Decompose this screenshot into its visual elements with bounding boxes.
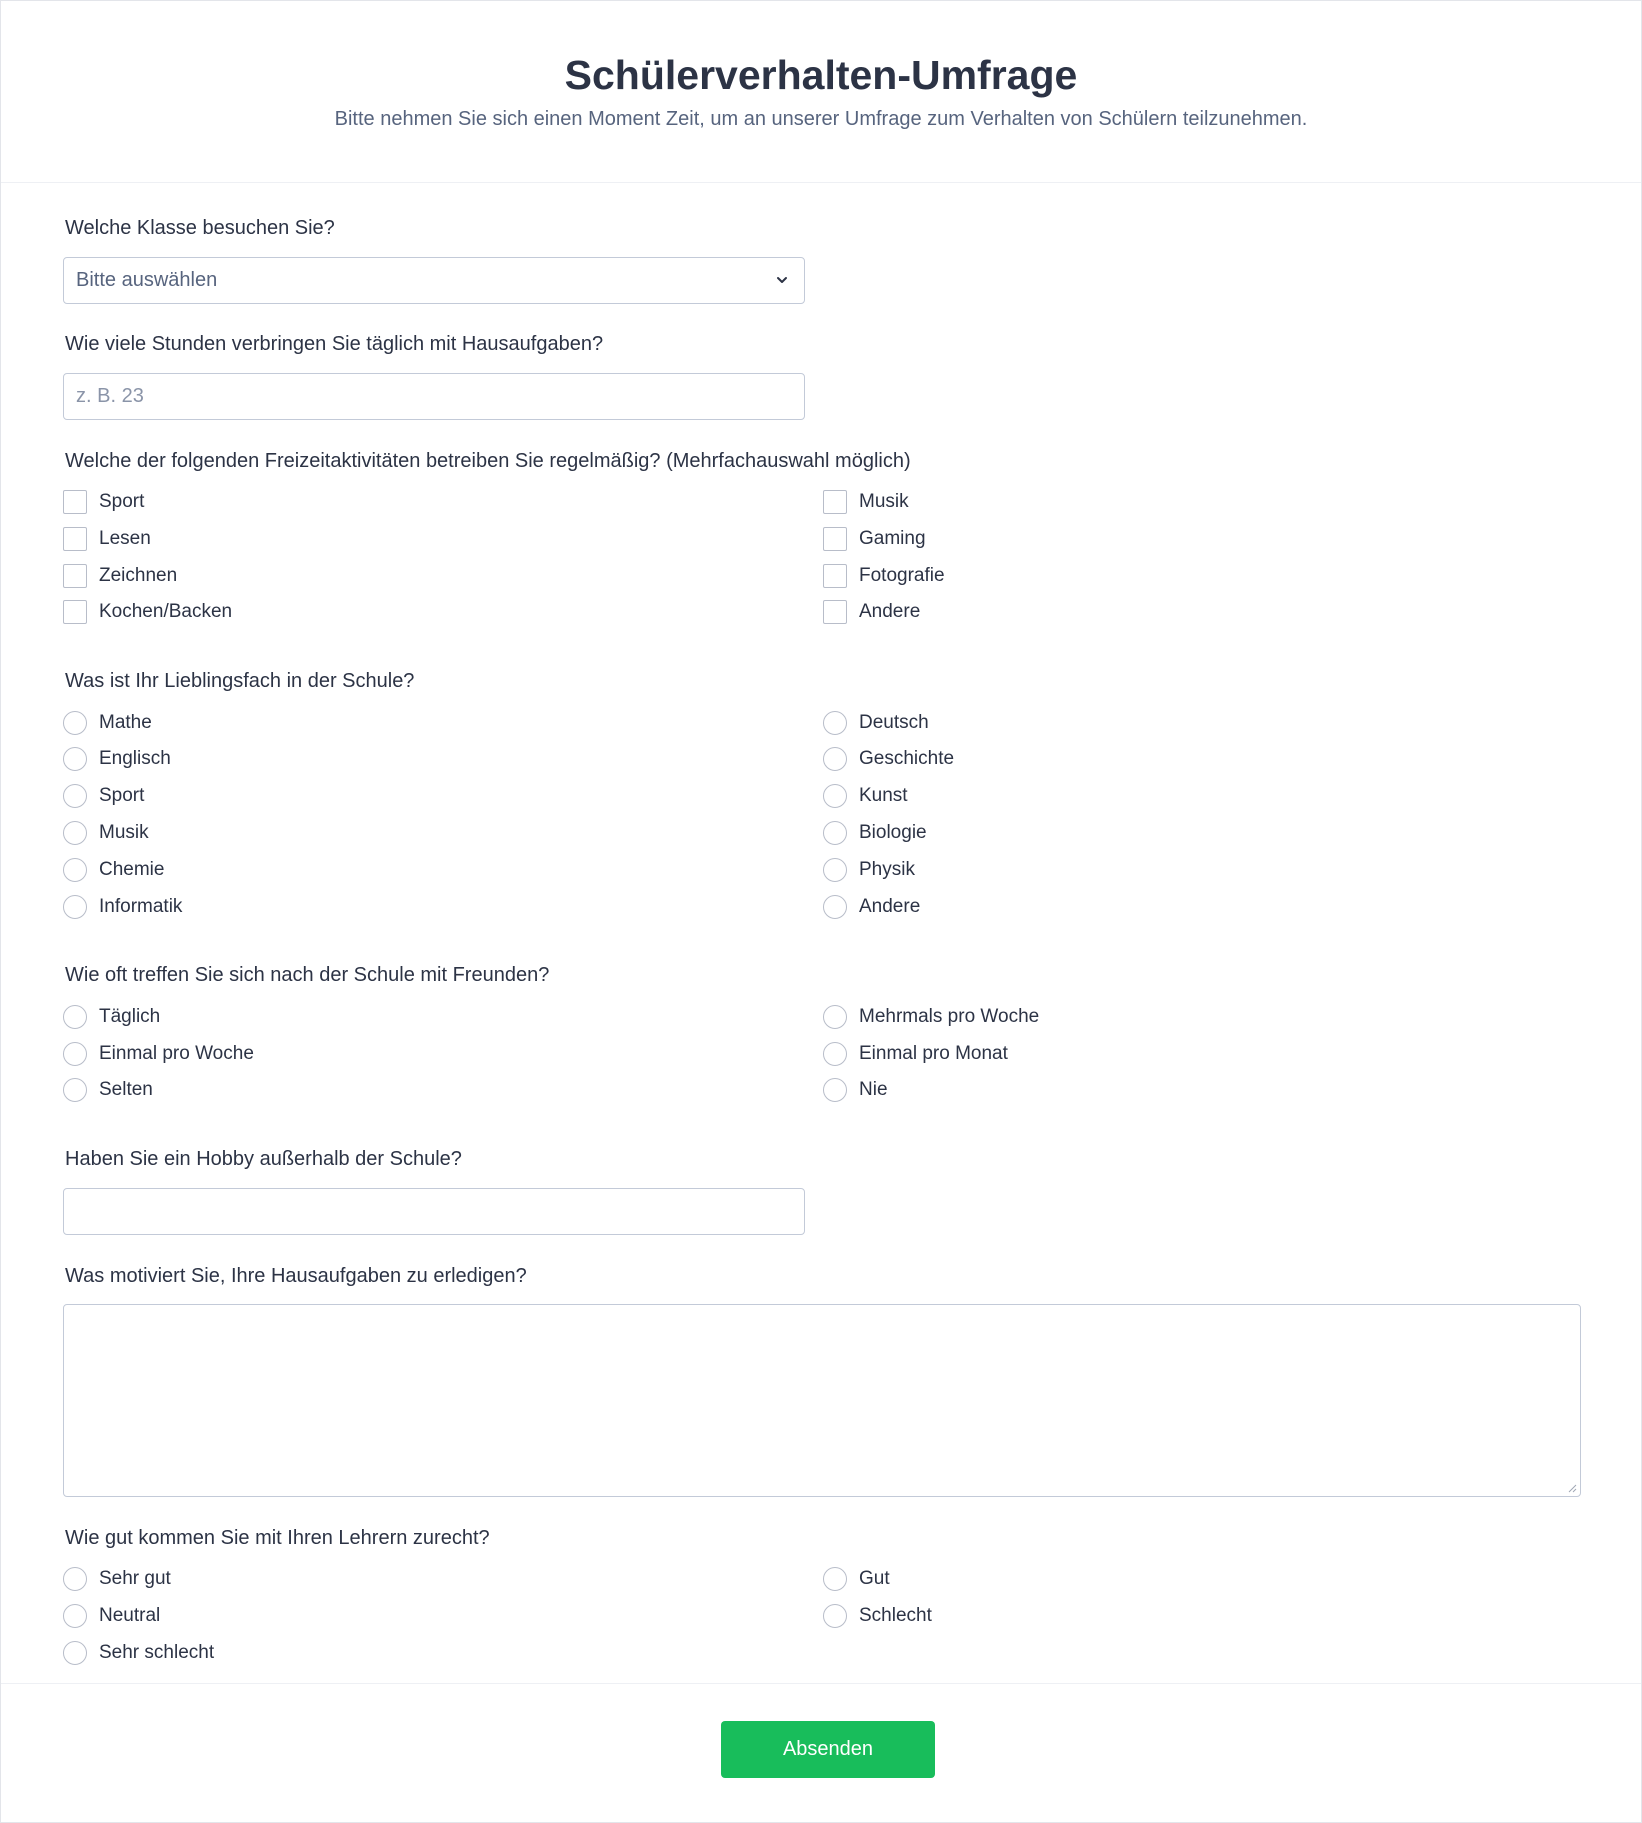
subject-option-label: Deutsch	[859, 712, 929, 733]
question-subject-label: Was ist Ihr Lieblingsfach in der Schule?	[65, 670, 415, 692]
subject-radio[interactable]	[63, 895, 87, 919]
friends-option[interactable]	[63, 1077, 153, 1103]
subject-option[interactable]	[823, 894, 920, 920]
activity-option[interactable]	[823, 489, 909, 515]
teachers-option-label: Gut	[859, 1568, 890, 1589]
question-grade-label: Welche Klasse besuchen Sie?	[65, 217, 335, 239]
activity-option-label: Gaming	[859, 528, 926, 549]
subject-radio[interactable]	[63, 821, 87, 845]
subject-option[interactable]	[823, 783, 908, 809]
teachers-option[interactable]	[63, 1603, 160, 1629]
teachers-option-label: Sehr schlecht	[99, 1642, 215, 1663]
activity-option-label: Zeichnen	[99, 565, 178, 586]
subject-option-label: Kunst	[859, 785, 908, 806]
activity-checkbox[interactable]	[63, 490, 87, 514]
subject-radio[interactable]	[63, 784, 87, 808]
friends-radio[interactable]	[63, 1078, 87, 1102]
motivation-textarea[interactable]	[63, 1304, 1581, 1497]
teachers-option[interactable]	[823, 1603, 932, 1629]
subject-radio[interactable]	[823, 747, 847, 771]
subject-option[interactable]	[823, 857, 915, 883]
subject-option-label: Biologie	[859, 822, 927, 843]
friends-option[interactable]	[823, 1041, 1008, 1067]
question-hobby-label: Haben Sie ein Hobby außerhalb der Schule?	[65, 1148, 462, 1170]
teachers-option[interactable]	[63, 1566, 171, 1592]
subject-option-label: Sport	[99, 785, 145, 806]
grade-select[interactable]	[63, 257, 805, 304]
teachers-option-label: Sehr gut	[99, 1568, 171, 1589]
subject-option[interactable]	[63, 710, 152, 736]
activity-checkbox[interactable]	[823, 564, 847, 588]
subject-radio[interactable]	[823, 784, 847, 808]
activity-checkbox[interactable]	[823, 600, 847, 624]
teachers-option[interactable]	[63, 1640, 214, 1666]
friends-radio[interactable]	[823, 1005, 847, 1029]
form-subtitle: Bitte nehmen Sie sich einen Moment Zeit, um an unserer Umfrage zum Verhalten von Schülern teilzunehmen.	[334, 108, 1308, 130]
activity-option-label: Kochen/Backen	[99, 601, 233, 622]
subject-radio[interactable]	[823, 821, 847, 845]
form-footer	[1, 1683, 1641, 1822]
activity-option[interactable]	[63, 563, 177, 589]
subject-option-label: Informatik	[99, 896, 183, 917]
activity-checkbox[interactable]	[823, 527, 847, 551]
subject-option-label: Englisch	[99, 748, 171, 769]
activity-option[interactable]	[63, 526, 151, 552]
homework-hours-placeholder: z. B. 23	[76, 385, 144, 407]
subject-option[interactable]	[63, 746, 171, 772]
activity-checkbox[interactable]	[63, 527, 87, 551]
subject-radio[interactable]	[63, 711, 87, 735]
activity-option-label: Fotografie	[859, 565, 945, 586]
subject-option[interactable]	[823, 820, 927, 846]
subject-option[interactable]	[823, 746, 954, 772]
activity-option-label: Lesen	[99, 528, 151, 549]
form-title: Schülerverhalten-Umfrage	[564, 52, 1078, 98]
friends-option-label: Täglich	[99, 1006, 161, 1027]
friends-radio[interactable]	[823, 1042, 847, 1066]
activity-option[interactable]	[823, 599, 920, 625]
subject-option-label: Physik	[859, 859, 915, 880]
teachers-radio[interactable]	[823, 1567, 847, 1591]
activity-option[interactable]	[63, 599, 232, 625]
teachers-option-label: Schlecht	[859, 1605, 932, 1626]
subject-radio[interactable]	[823, 711, 847, 735]
activity-checkbox[interactable]	[63, 564, 87, 588]
subject-radio[interactable]	[823, 895, 847, 919]
subject-option-label: Andere	[859, 896, 921, 917]
friends-option[interactable]	[63, 1004, 160, 1030]
activity-checkbox[interactable]	[63, 600, 87, 624]
activity-option[interactable]	[63, 489, 144, 515]
friends-radio[interactable]	[63, 1042, 87, 1066]
question-teachers-label: Wie gut kommen Sie mit Ihren Lehrern zurecht?	[65, 1527, 490, 1549]
subject-option-label: Geschichte	[859, 748, 955, 769]
subject-radio[interactable]	[63, 747, 87, 771]
chevron-down-icon	[774, 272, 790, 288]
friends-option[interactable]	[63, 1041, 254, 1067]
friends-option-label: Einmal pro Monat	[859, 1043, 1008, 1064]
question-activities-label: Welche der folgenden Freizeitaktivitäten betreiben Sie regelmäßig? (Mehrfachauswahl möglich)	[65, 450, 911, 472]
friends-option-label: Mehrmals pro Woche	[859, 1006, 1040, 1027]
grade-select-value: Bitte auswählen	[76, 269, 218, 291]
resize-grip-icon[interactable]	[1567, 1483, 1577, 1493]
subject-option-label: Mathe	[99, 712, 152, 733]
question-friends-label: Wie oft treffen Sie sich nach der Schule mit Freunden?	[65, 964, 550, 986]
activity-option[interactable]	[823, 526, 926, 552]
subject-option[interactable]	[63, 820, 149, 846]
friends-option[interactable]	[823, 1077, 888, 1103]
activity-option-label: Sport	[99, 491, 145, 512]
subject-option[interactable]	[63, 783, 144, 809]
subject-radio[interactable]	[823, 858, 847, 882]
activity-option-label: Musik	[859, 491, 909, 512]
form-header	[1, 1, 1641, 183]
question-homework-hours-label: Wie viele Stunden verbringen Sie täglich mit Hausaufgaben?	[65, 333, 604, 355]
homework-hours-input[interactable]	[63, 373, 805, 420]
question-motivation-label: Was motiviert Sie, Ihre Hausaufgaben zu erledigen?	[65, 1265, 527, 1287]
activity-option[interactable]	[823, 563, 945, 589]
activity-option-label: Andere	[859, 601, 921, 622]
friends-radio[interactable]	[63, 1005, 87, 1029]
friends-option-label: Selten	[99, 1079, 153, 1100]
friends-option-label: Nie	[859, 1079, 888, 1100]
subject-radio[interactable]	[63, 858, 87, 882]
submit-button[interactable]: Absenden	[721, 1721, 935, 1778]
teachers-option[interactable]	[823, 1566, 890, 1592]
friends-option-label: Einmal pro Woche	[99, 1043, 254, 1064]
subject-option[interactable]	[63, 857, 164, 883]
friends-radio[interactable]	[823, 1078, 847, 1102]
subject-option[interactable]	[823, 710, 929, 736]
friends-option[interactable]	[823, 1004, 1039, 1030]
activity-checkbox[interactable]	[823, 490, 847, 514]
subject-option[interactable]	[63, 894, 182, 920]
teachers-option-label: Neutral	[99, 1605, 161, 1626]
teachers-radio[interactable]	[63, 1604, 87, 1628]
teachers-radio[interactable]	[823, 1604, 847, 1628]
teachers-radio[interactable]	[63, 1567, 87, 1591]
teachers-radio[interactable]	[63, 1641, 87, 1665]
hobby-input[interactable]	[63, 1188, 805, 1235]
subject-option-label: Musik	[99, 822, 149, 843]
subject-option-label: Chemie	[99, 859, 165, 880]
